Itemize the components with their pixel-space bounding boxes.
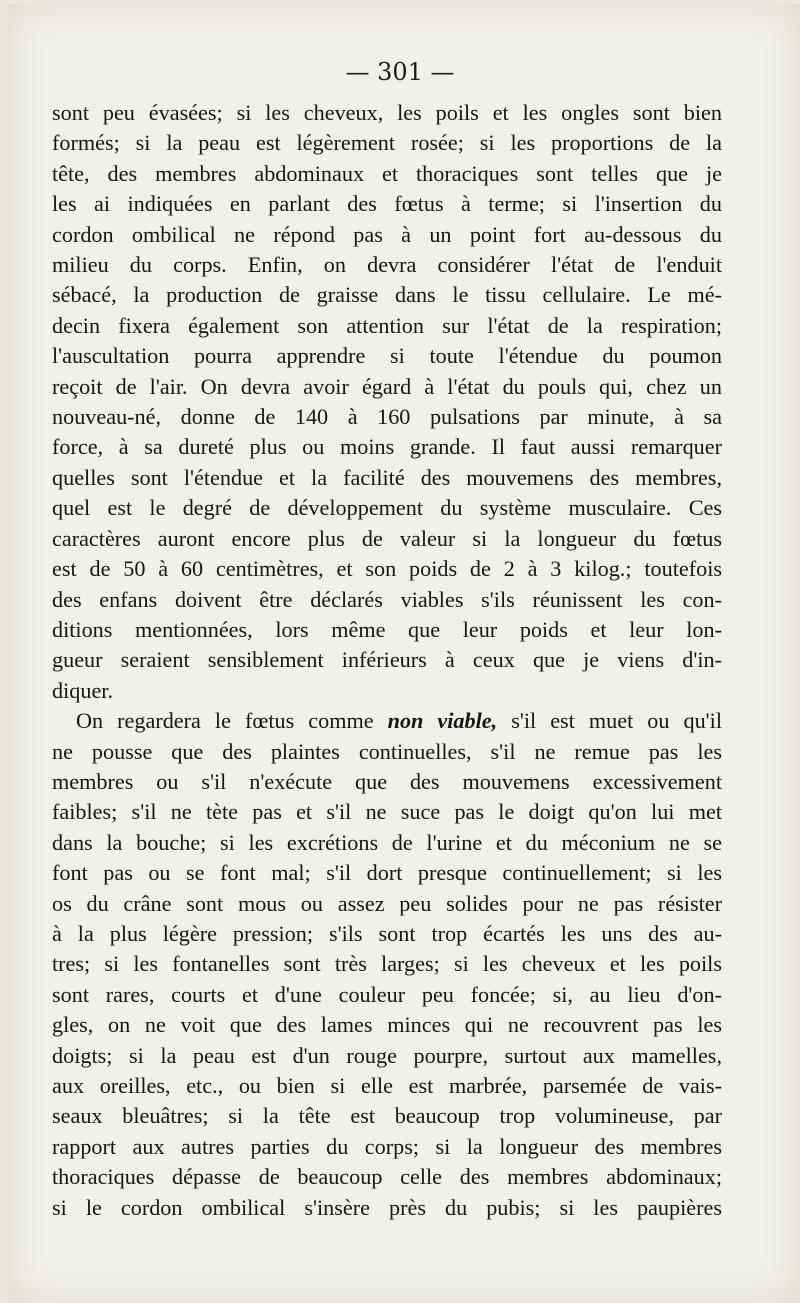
text-line: diquer.	[52, 677, 114, 703]
text-line: formés; si la peau est légèrement rosée; si les proportions de la	[52, 130, 722, 156]
paragraph-2	[52, 706, 722, 1223]
text-line: sont peu évasées; si les cheveux, les poils et les ongles sont bien	[52, 100, 722, 125]
text-line: quelles sont l'étendue et la facilité des mouvemens des membres,	[52, 464, 722, 490]
text-line: l'auscultation pourra apprendre si toute l'étendue du poumon	[52, 343, 722, 369]
page-number: — 301 —	[345, 58, 455, 86]
text-line: reçoit de l'air. On devra avoir égard à l'état du pouls qui, chez un	[52, 373, 722, 399]
text-line: doigts; si la peau est d'un rouge pourpre, surtout aux mamelles,	[52, 1042, 722, 1068]
text-line: rapport aux autres parties du corps; si la longueur des membres	[52, 1133, 722, 1159]
text-line: aux oreilles, etc., ou bien si elle est marbrée, parsemée de vais-	[52, 1073, 722, 1098]
italic-term: non viable,	[387, 708, 498, 734]
text-line: dans la bouche; si les excrétions de l'urine et du méconium ne se	[52, 829, 722, 855]
text-line: milieu du corps. Enfin, on devra considérer l'état de l'enduit	[52, 252, 722, 278]
text-line: sébacé, la production de graisse dans le tissu cellulaire. Le mé-	[52, 282, 722, 308]
text-line: thoraciques dépasse de beaucoup celle des membres abdominaux;	[52, 1164, 722, 1190]
text-line: seaux bleuâtres; si la tête est beaucoup trop volumineuse, par	[52, 1103, 722, 1129]
text-line: faibles; s'il ne tète pas et s'il ne suce pas le doigt qu'on lui met	[52, 799, 722, 825]
text-run: s'il est muet ou qu'il	[497, 708, 722, 734]
text-line: quel est le degré de développement du système musculaire. Ces	[52, 495, 722, 521]
text-line: gles, on ne voit que des lames minces qui ne recouvrent pas les	[52, 1012, 722, 1038]
text-line: sont rares, courts et d'une couleur peu foncée; si, au lieu d'on-	[52, 981, 722, 1007]
text-line: à la plus légère pression; s'ils sont trop écartés les uns des au-	[52, 920, 722, 946]
paragraph-1	[52, 98, 722, 706]
text-line: ne pousse que des plaintes continuelles, s'il ne remue pas les	[52, 738, 722, 764]
text-line: tête, des membres abdominaux et thoraciques sont telles que je	[52, 160, 722, 186]
text-line: ditions mentionnées, lors même que leur poids et leur lon-	[52, 616, 722, 642]
text-line: gueur seraient sensiblement inférieurs à ceux que je viens d'in-	[52, 647, 722, 673]
text-line: nouveau-né, donne de 140 à 160 pulsations par minute, à sa	[52, 404, 722, 430]
text-line: est de 50 à 60 centimètres, et son poids de 2 à 3 kilog.; toutefois	[52, 556, 722, 582]
body-text	[52, 98, 722, 1223]
text-line: os du crâne sont mous ou assez peu solides pour ne pas résister	[52, 890, 722, 916]
text-run: On regardera le fœtus comme	[76, 708, 388, 734]
text-line	[52, 706, 722, 736]
text-line: les ai indiquées en parlant des fœtus à terme; si l'insertion du	[52, 191, 722, 217]
text-line: caractères auront encore plus de valeur si la longueur du fœtus	[52, 525, 722, 551]
text-line: des enfans doivent être déclarés viables s'ils réunissent les con-	[52, 586, 722, 612]
text-line: membres ou s'il n'exécute que des mouvemens excessivement	[52, 768, 722, 794]
text-line: cordon ombilical ne répond pas à un point fort au-dessous du	[52, 221, 722, 247]
text-line: force, à sa dureté plus ou moins grande. Il faut aussi remarquer	[52, 434, 722, 460]
text-line: decin fixera également son attention sur l'état de la respiration;	[52, 312, 722, 338]
text-line: font pas ou se font mal; s'il dort presque continuellement; si les	[52, 860, 722, 886]
text-line: si le cordon ombilical s'insère près du pubis; si les paupières	[52, 1194, 722, 1220]
text-line: tres; si les fontanelles sont très larges; si les cheveux et les poils	[52, 951, 722, 977]
